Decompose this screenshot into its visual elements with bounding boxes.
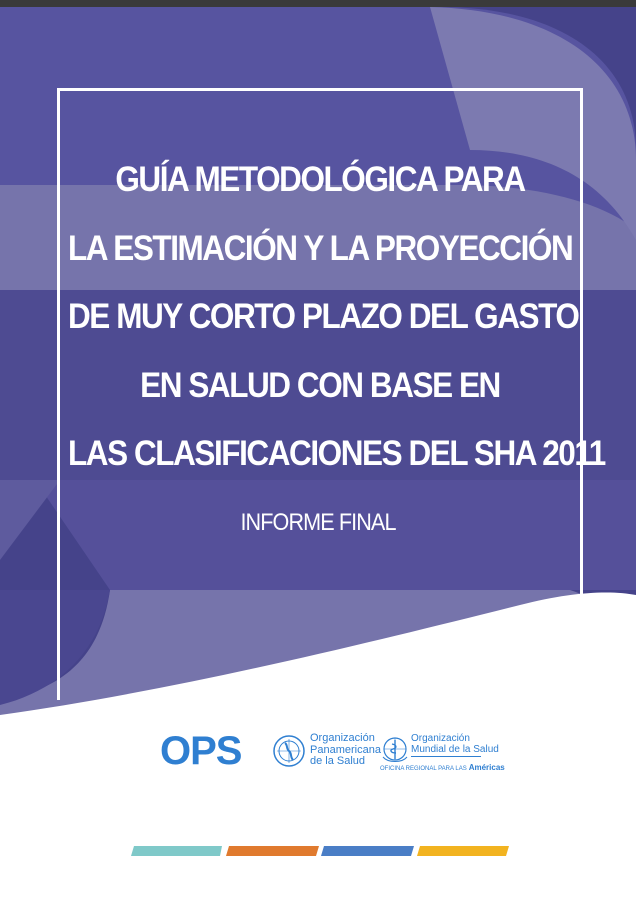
logos	[160, 728, 505, 776]
bar-yellow	[417, 846, 509, 856]
who-name-line: Organización	[411, 733, 470, 744]
color-bars	[0, 845, 636, 857]
ops-name	[310, 733, 390, 768]
who-region-prefix: OFICINA REGIONAL PARA LAS	[380, 766, 467, 772]
report-title	[68, 146, 605, 489]
title-line: LA ESTIMACIÓN Y LA PROYECCIÓN	[68, 228, 573, 268]
who-region-name: Américas	[468, 763, 505, 772]
who-name	[411, 733, 501, 755]
who-emblem-icon	[380, 735, 410, 765]
bar-teal	[131, 846, 222, 856]
bar-orange	[226, 846, 319, 856]
who-region	[380, 765, 505, 772]
ops-logo: OPS	[160, 729, 242, 773]
bar-blue	[321, 846, 414, 856]
ops-name-line: Panamericana	[310, 743, 381, 756]
title-line: DE MUY CORTO PLAZO DEL GASTO	[68, 297, 579, 336]
who-name-line: Mundial de la Salud	[411, 744, 499, 755]
ops-name-line: de la Salud	[310, 755, 366, 767]
top-strip	[0, 0, 636, 7]
report-subtitle: INFORME FINAL	[240, 509, 396, 536]
paho-emblem-icon	[273, 735, 305, 767]
title-line: LAS CLASIFICACIONES DEL SHA 2011	[68, 434, 605, 473]
ops-name-line: Organización	[310, 732, 375, 744]
who-underline	[411, 756, 481, 757]
title-line: EN SALUD CON BASE EN	[140, 365, 500, 405]
title-line: GUÍA METODOLÓGICA PARA	[115, 160, 525, 199]
